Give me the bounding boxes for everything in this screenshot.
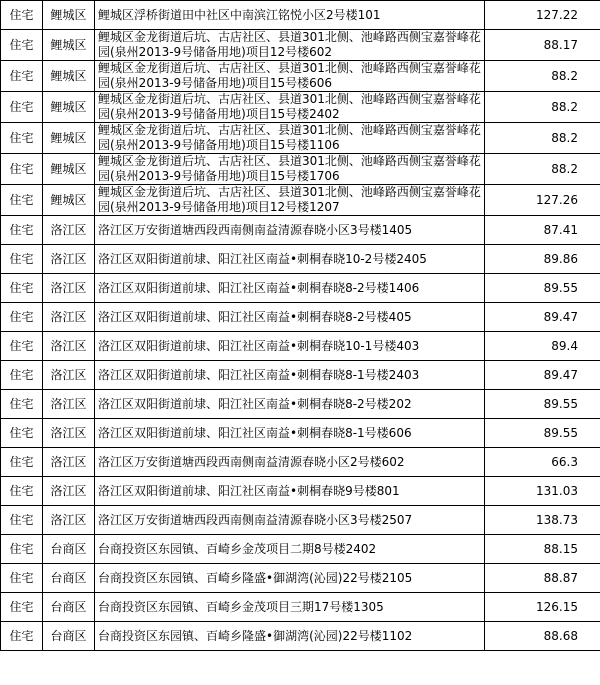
property-type-cell: 住宅 bbox=[1, 361, 43, 390]
area-cell: 88.87 bbox=[485, 564, 600, 593]
table-row bbox=[1, 61, 600, 92]
address-cell: 洛江区双阳街道前埭、阳江社区南益•刺桐春晓8-1号楼2403 bbox=[95, 361, 485, 390]
table-row bbox=[1, 564, 600, 593]
table-row bbox=[1, 448, 600, 477]
district-cell: 洛江区 bbox=[43, 419, 95, 448]
table-row bbox=[1, 154, 600, 185]
table-row bbox=[1, 274, 600, 303]
property-type-cell: 住宅 bbox=[1, 245, 43, 274]
district-cell: 台商区 bbox=[43, 622, 95, 651]
district-cell: 鲤城区 bbox=[43, 30, 95, 61]
table-row bbox=[1, 303, 600, 332]
area-cell: 87.41 bbox=[485, 216, 600, 245]
area-cell: 89.4 bbox=[485, 332, 600, 361]
district-cell: 鲤城区 bbox=[43, 185, 95, 216]
address-cell: 洛江区双阳街道前埭、阳江社区南益•刺桐春晓8-1号楼606 bbox=[95, 419, 485, 448]
table-row bbox=[1, 593, 600, 622]
address-cell: 洛江区双阳街道前埭、阳江社区南益•刺桐春晓8-2号楼405 bbox=[95, 303, 485, 332]
area-cell: 88.68 bbox=[485, 622, 600, 651]
property-type-cell: 住宅 bbox=[1, 92, 43, 123]
property-type-cell: 住宅 bbox=[1, 1, 43, 30]
area-cell: 88.2 bbox=[485, 61, 600, 92]
area-cell: 89.55 bbox=[485, 419, 600, 448]
district-cell: 鲤城区 bbox=[43, 92, 95, 123]
address-cell: 鲤城区金龙街道后坑、古店社区、县道301北侧、池峰路西侧宝嘉誉峰花园(泉州2013-9号储备用地)项目12号楼602 bbox=[95, 30, 485, 61]
address-cell: 洛江区双阳街道前埭、阳江社区南益•刺桐春晓10-2号楼2405 bbox=[95, 245, 485, 274]
table-row bbox=[1, 419, 600, 448]
address-cell: 洛江区双阳街道前埭、阳江社区南益•刺桐春晓8-2号楼202 bbox=[95, 390, 485, 419]
district-cell: 台商区 bbox=[43, 593, 95, 622]
table-row bbox=[1, 477, 600, 506]
property-type-cell: 住宅 bbox=[1, 448, 43, 477]
table-row bbox=[1, 361, 600, 390]
property-type-cell: 住宅 bbox=[1, 274, 43, 303]
table-row bbox=[1, 535, 600, 564]
table-row bbox=[1, 92, 600, 123]
district-cell: 洛江区 bbox=[43, 448, 95, 477]
property-type-cell: 住宅 bbox=[1, 622, 43, 651]
address-cell: 洛江区双阳街道前埭、阳江社区南益•刺桐春晓8-2号楼1406 bbox=[95, 274, 485, 303]
district-cell: 洛江区 bbox=[43, 506, 95, 535]
table-row bbox=[1, 622, 600, 651]
table-row bbox=[1, 506, 600, 535]
district-cell: 台商区 bbox=[43, 564, 95, 593]
property-type-cell: 住宅 bbox=[1, 154, 43, 185]
address-cell: 鲤城区金龙街道后坑、古店社区、县道301北侧、池峰路西侧宝嘉誉峰花园(泉州2013-9号储备用地)项目15号楼1706 bbox=[95, 154, 485, 185]
district-cell: 洛江区 bbox=[43, 303, 95, 332]
address-cell: 鲤城区金龙街道后坑、古店社区、县道301北侧、池峰路西侧宝嘉誉峰花园(泉州2013-9号储备用地)项目15号楼1106 bbox=[95, 123, 485, 154]
area-cell: 89.47 bbox=[485, 303, 600, 332]
property-type-cell: 住宅 bbox=[1, 61, 43, 92]
table-row bbox=[1, 30, 600, 61]
address-cell: 鲤城区金龙街道后坑、古店社区、县道301北侧、池峰路西侧宝嘉誉峰花园(泉州2013-9号储备用地)项目15号楼2402 bbox=[95, 92, 485, 123]
area-cell: 88.2 bbox=[485, 123, 600, 154]
table-row bbox=[1, 216, 600, 245]
property-type-cell: 住宅 bbox=[1, 535, 43, 564]
table-row bbox=[1, 390, 600, 419]
district-cell: 鲤城区 bbox=[43, 154, 95, 185]
area-cell: 88.2 bbox=[485, 154, 600, 185]
area-cell: 89.55 bbox=[485, 390, 600, 419]
district-cell: 洛江区 bbox=[43, 390, 95, 419]
address-cell: 洛江区万安街道塘西段西南侧南益清源春晓小区3号楼1405 bbox=[95, 216, 485, 245]
property-type-cell: 住宅 bbox=[1, 332, 43, 361]
address-cell: 台商投资区东园镇、百崎乡金茂项目二期8号楼2402 bbox=[95, 535, 485, 564]
address-cell: 鲤城区浮桥街道田中社区中南滨江铭悦小区2号楼101 bbox=[95, 1, 485, 30]
table-row bbox=[1, 245, 600, 274]
address-cell: 洛江区双阳街道前埭、阳江社区南益•刺桐春晓10-1号楼403 bbox=[95, 332, 485, 361]
area-cell: 89.55 bbox=[485, 274, 600, 303]
address-cell: 台商投资区东园镇、百崎乡隆盛•御湖湾(沁园)22号楼2105 bbox=[95, 564, 485, 593]
property-type-cell: 住宅 bbox=[1, 216, 43, 245]
property-type-cell: 住宅 bbox=[1, 419, 43, 448]
district-cell: 鲤城区 bbox=[43, 123, 95, 154]
address-cell: 鲤城区金龙街道后坑、古店社区、县道301北侧、池峰路西侧宝嘉誉峰花园(泉州2013-9号储备用地)项目12号楼1207 bbox=[95, 185, 485, 216]
property-type-cell: 住宅 bbox=[1, 564, 43, 593]
area-cell: 127.26 bbox=[485, 185, 600, 216]
address-cell: 台商投资区东园镇、百崎乡金茂项目三期17号楼1305 bbox=[95, 593, 485, 622]
area-cell: 88.17 bbox=[485, 30, 600, 61]
property-type-cell: 住宅 bbox=[1, 303, 43, 332]
address-cell: 洛江区万安街道塘西段西南侧南益清源春晓小区3号楼2507 bbox=[95, 506, 485, 535]
district-cell: 洛江区 bbox=[43, 216, 95, 245]
property-type-cell: 住宅 bbox=[1, 30, 43, 61]
table-row bbox=[1, 1, 600, 30]
area-cell: 126.15 bbox=[485, 593, 600, 622]
district-cell: 洛江区 bbox=[43, 274, 95, 303]
district-cell: 台商区 bbox=[43, 535, 95, 564]
address-cell: 洛江区万安街道塘西段西南侧南益清源春晓小区2号楼602 bbox=[95, 448, 485, 477]
property-type-cell: 住宅 bbox=[1, 506, 43, 535]
district-cell: 洛江区 bbox=[43, 332, 95, 361]
area-cell: 138.73 bbox=[485, 506, 600, 535]
district-cell: 洛江区 bbox=[43, 245, 95, 274]
area-cell: 89.86 bbox=[485, 245, 600, 274]
area-cell: 66.3 bbox=[485, 448, 600, 477]
table-row bbox=[1, 332, 600, 361]
area-cell: 127.22 bbox=[485, 1, 600, 30]
address-cell: 洛江区双阳街道前埭、阳江社区南益•刺桐春晓9号楼801 bbox=[95, 477, 485, 506]
area-cell: 89.47 bbox=[485, 361, 600, 390]
table-body bbox=[1, 1, 600, 651]
table-row bbox=[1, 123, 600, 154]
area-cell: 88.2 bbox=[485, 92, 600, 123]
property-type-cell: 住宅 bbox=[1, 477, 43, 506]
area-cell: 88.15 bbox=[485, 535, 600, 564]
property-type-cell: 住宅 bbox=[1, 123, 43, 154]
district-cell: 鲤城区 bbox=[43, 61, 95, 92]
property-type-cell: 住宅 bbox=[1, 185, 43, 216]
district-cell: 洛江区 bbox=[43, 361, 95, 390]
address-cell: 鲤城区金龙街道后坑、古店社区、县道301北侧、池峰路西侧宝嘉誉峰花园(泉州2013-9号储备用地)项目15号楼606 bbox=[95, 61, 485, 92]
district-cell: 洛江区 bbox=[43, 477, 95, 506]
address-cell: 台商投资区东园镇、百崎乡隆盛•御湖湾(沁园)22号楼1102 bbox=[95, 622, 485, 651]
property-type-cell: 住宅 bbox=[1, 390, 43, 419]
table-row bbox=[1, 185, 600, 216]
property-type-cell: 住宅 bbox=[1, 593, 43, 622]
area-cell: 131.03 bbox=[485, 477, 600, 506]
district-cell: 鲤城区 bbox=[43, 1, 95, 30]
